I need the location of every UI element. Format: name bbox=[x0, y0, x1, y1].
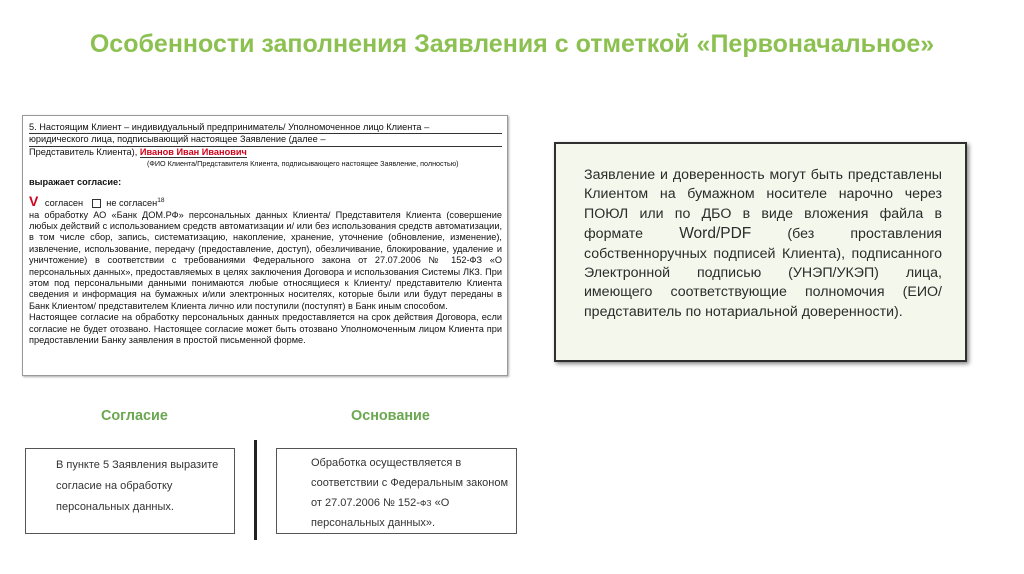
expresses-consent-label: выражает согласие: bbox=[29, 176, 122, 187]
basis-box bbox=[276, 448, 517, 534]
consent-choice-row bbox=[29, 195, 502, 209]
client-name-caption: (ФИО Клиента/Представителя Клиента, подписывающего настоящее Заявление, полностью) bbox=[147, 159, 459, 169]
representative-row bbox=[29, 147, 502, 158]
basis-part-2: «О персональных данных». bbox=[311, 497, 450, 529]
form-content bbox=[29, 122, 502, 346]
note-text bbox=[584, 166, 942, 322]
note-part-2: (без проставления собственноручных подписей Клиента), подписанного Электронной подписью (УНЭП/УКЭП) лица, имеющего соответствующие полномочия (ЕИО/ представитель по нотариальной доверенности). bbox=[584, 226, 942, 320]
basis-fz: ФЗ bbox=[419, 498, 432, 508]
consent-box bbox=[25, 448, 235, 534]
form-line-2: юридического лица, подписывающий настоящее Заявление (далее – bbox=[29, 134, 502, 146]
consent-box-text: В пункте 5 Заявления выразите согласие на обработку персональных данных. bbox=[56, 459, 219, 513]
disagree-option: не согласен bbox=[106, 198, 158, 209]
vertical-divider bbox=[254, 440, 257, 540]
application-form-excerpt bbox=[22, 115, 508, 376]
note-part-1: Заявление и доверенность могут быть представлены Клиентом на бумажном носителе нарочно через ПОЮЛ или по ДБО в виде вложения файла в формате bbox=[584, 167, 942, 243]
checkbox-icon bbox=[92, 199, 101, 208]
check-mark-icon: V bbox=[29, 193, 39, 210]
client-name-field: Иванов Иван Иванович bbox=[139, 146, 247, 157]
footnote-mark: 18 bbox=[157, 197, 165, 205]
basis-part-1: Обработка осуществляется в соответствии с Федеральным законом от 27.07.2006 № 152- bbox=[311, 457, 509, 509]
form-line-1: 5. Настоящим Клиент – индивидуальный предприниматель/ Уполномоченное лицо Клиента – bbox=[29, 122, 502, 134]
consent-body-text-2: Настоящее согласие на обработку персональных данных предоставляется на срок действия Договора, если согласие не будет отозвано. Настоящее согласие может быть отозвано Уполномоченным лицом Клиента при предоставлении Банку заявления в простой письменной форме. bbox=[29, 312, 502, 345]
page-title: Особенности заполнения Заявления с отметкой «Первоначальное» bbox=[89, 30, 935, 58]
consent-body-text: на обработку АО «Банк ДОМ.РФ» персональных данных Клиента/ Представителя Клиента (совершение любых действий с использованием средств автоматизации и/ или без использования средств автоматизации, в том числе сбор, запись, систематизацию, накопление, хранение, уточнение (обновление, изменение), извлечение, использование, передачу (предоставление, доступ), обезличивание, блокирование, удаление и уничтожение) в соответствии с требованиями Федерального закона от 27.07.2006 № 152-ФЗ «О персональных данных», предоставляемых в целях заключения Договора и использования Системы ЛКЗ. При этом под персональными данными понимаются любые относящиеся к Клиенту/ представителю Клиента сведения и информация на бумажных и/или электронных носителях, которые были или будут переданы в Банк Клиентом/ представителем Клиента лично или поступили (поступят) в Банк иным способом. bbox=[29, 209, 502, 311]
note-format: Word/PDF bbox=[679, 225, 752, 243]
representative-prefix: Представитель Клиента), bbox=[29, 146, 138, 157]
basis-label: Основание bbox=[351, 408, 430, 424]
consent-label: Согласие bbox=[101, 408, 168, 424]
basis-box-text bbox=[311, 453, 521, 533]
note-box bbox=[554, 142, 967, 362]
agree-option: согласен bbox=[44, 198, 84, 209]
